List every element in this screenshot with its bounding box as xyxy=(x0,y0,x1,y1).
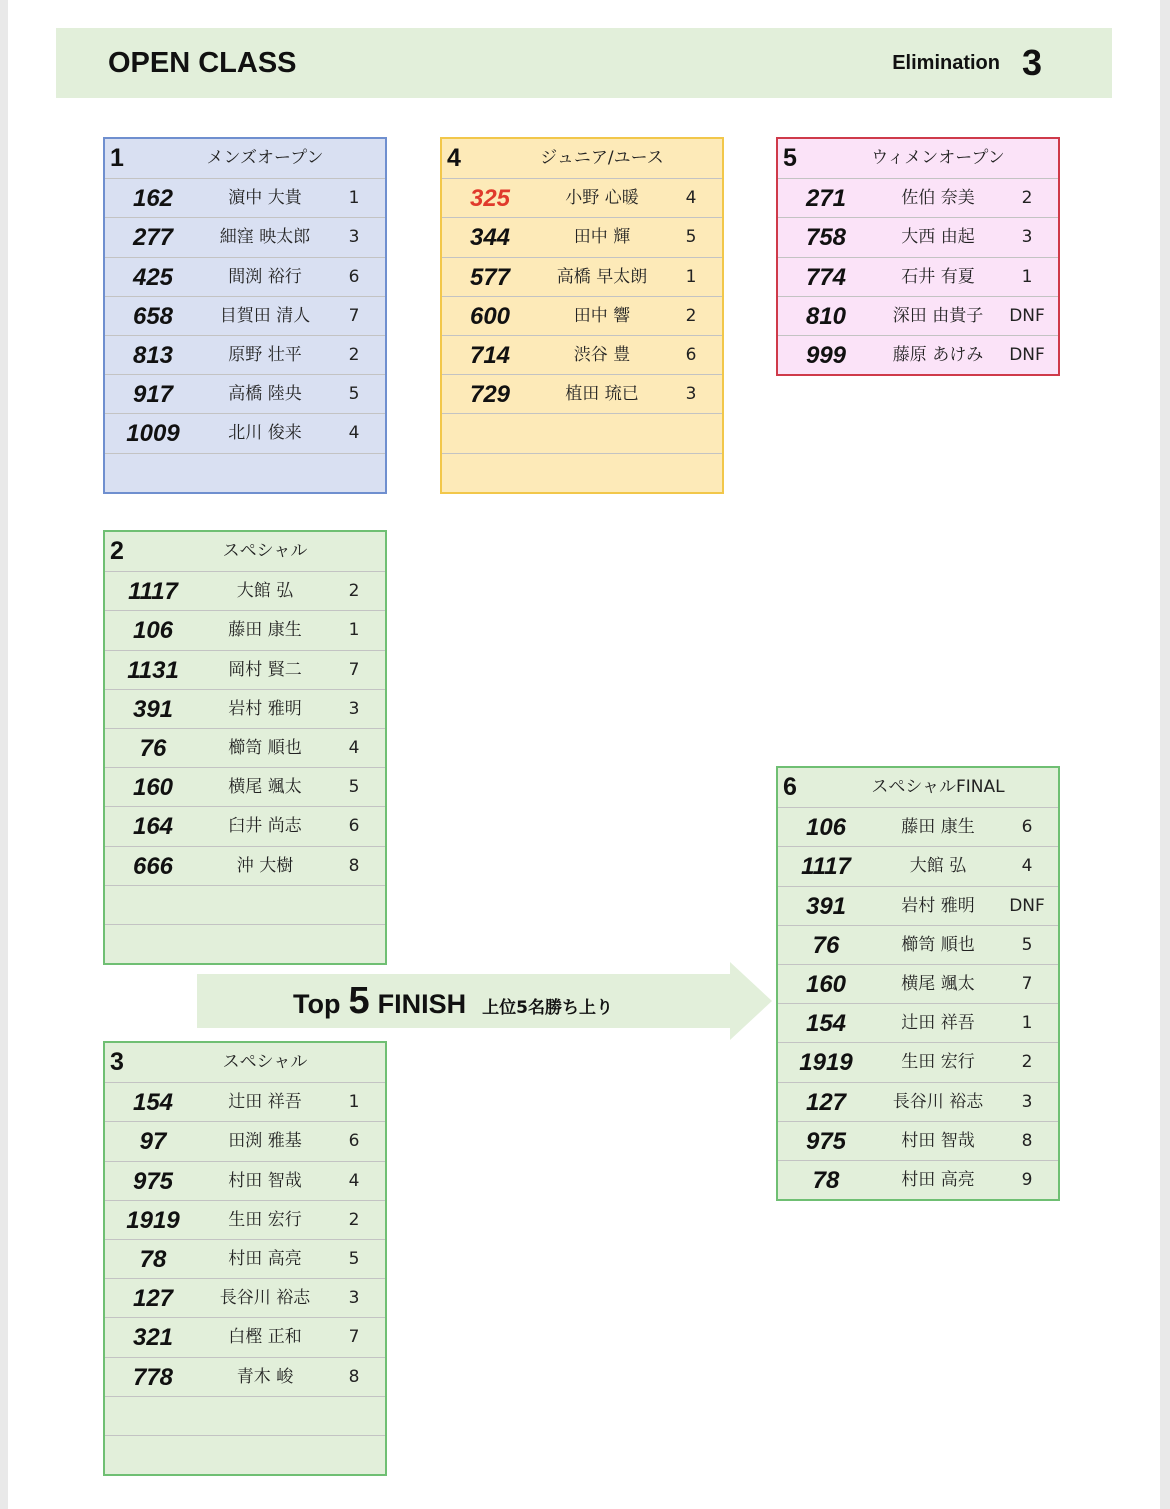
rider-name: 沖 大樹 xyxy=(236,855,294,876)
result: 5 xyxy=(348,384,360,405)
table-row xyxy=(442,257,722,296)
rider-name: 目賀田 清人 xyxy=(219,305,311,326)
bib-number: 975 xyxy=(132,1167,174,1195)
bib-number: 810 xyxy=(805,302,847,330)
heat-header xyxy=(442,139,722,178)
result: 3 xyxy=(685,384,697,405)
table-row xyxy=(442,335,722,374)
result: 2 xyxy=(1021,188,1033,209)
table-row xyxy=(105,924,385,963)
heat-title: ジュニア/ユース xyxy=(540,148,664,168)
result: 5 xyxy=(685,227,697,248)
bib-number: 78 xyxy=(139,1245,167,1273)
rider-name: 村田 高亮 xyxy=(228,1248,302,1269)
result: 6 xyxy=(685,344,697,365)
rider-name: 細窪 映太郎 xyxy=(219,227,311,248)
bib-number: 277 xyxy=(132,224,174,252)
result: 6 xyxy=(348,266,360,287)
table-row xyxy=(778,925,1058,964)
result: DNF xyxy=(1009,895,1045,916)
heat-6-final-table xyxy=(776,766,1060,1201)
rider-name: 植田 琉已 xyxy=(565,384,639,405)
bib-number: 127 xyxy=(805,1088,847,1116)
result: 5 xyxy=(1021,934,1033,955)
table-row xyxy=(778,1160,1058,1199)
result: 2 xyxy=(348,1209,360,1230)
table-row xyxy=(778,257,1058,296)
result: 4 xyxy=(348,737,360,758)
result: 2 xyxy=(685,305,697,326)
bib-number: 127 xyxy=(132,1285,174,1313)
heat-number: 4 xyxy=(447,144,461,172)
result: 8 xyxy=(1021,1130,1033,1151)
heat-header xyxy=(105,1043,385,1082)
result: 3 xyxy=(348,698,360,719)
rider-name: 深田 由貴子 xyxy=(892,305,984,326)
heat-number: 1 xyxy=(110,144,124,172)
top-label: Top xyxy=(293,989,341,1019)
result: 3 xyxy=(348,1288,360,1309)
bib-number: 813 xyxy=(132,341,174,369)
table-row xyxy=(105,453,385,492)
table-row xyxy=(442,296,722,335)
table-row xyxy=(105,257,385,296)
rider-name: 村田 智哉 xyxy=(228,1170,302,1191)
table-row xyxy=(105,846,385,885)
bib-number: 425 xyxy=(132,263,174,291)
bib-number: 1131 xyxy=(127,656,179,684)
result: 1 xyxy=(348,188,360,209)
rider-name: 藤原 あけみ xyxy=(892,344,984,365)
header-banner xyxy=(56,28,1112,98)
result: 2 xyxy=(348,581,360,602)
rider-name: 石井 有夏 xyxy=(901,266,975,287)
heat-5-table xyxy=(776,137,1060,376)
result: 1 xyxy=(348,1092,360,1113)
rider-name: 高橋 陸央 xyxy=(228,384,302,405)
rider-name: 辻田 祥吾 xyxy=(901,1013,975,1034)
result: 3 xyxy=(1021,227,1033,248)
finish-label: FINISH xyxy=(377,989,467,1019)
table-row xyxy=(105,335,385,374)
bib-number: 1117 xyxy=(801,853,851,881)
heat-number: 5 xyxy=(783,144,797,172)
table-row xyxy=(105,650,385,689)
bib-number: 160 xyxy=(132,774,174,802)
bib-number: 577 xyxy=(469,263,511,291)
bib-number: 1117 xyxy=(128,578,178,606)
table-row xyxy=(105,1200,385,1239)
table-row xyxy=(778,964,1058,1003)
result: 4 xyxy=(1021,856,1033,877)
table-row xyxy=(778,1082,1058,1121)
table-row xyxy=(105,1239,385,1278)
result: 1 xyxy=(1021,266,1033,287)
table-row xyxy=(105,885,385,924)
advancement-text xyxy=(293,976,613,1026)
result: DNF xyxy=(1009,344,1045,365)
table-row xyxy=(442,217,722,256)
result: DNF xyxy=(1009,305,1045,326)
rider-name: 渋谷 豊 xyxy=(573,344,631,365)
table-row xyxy=(778,846,1058,885)
rider-name: 小野 心暖 xyxy=(565,188,639,209)
table-row xyxy=(778,1121,1058,1160)
rider-name: 大館 弘 xyxy=(236,581,294,602)
result: 5 xyxy=(348,777,360,798)
table-row xyxy=(442,453,722,492)
elimination-label: Elimination xyxy=(892,52,1000,74)
bib-number: 106 xyxy=(132,617,174,645)
bib-number: 76 xyxy=(139,734,167,762)
bib-number: 78 xyxy=(812,1166,840,1194)
heat-header xyxy=(105,139,385,178)
table-row xyxy=(105,413,385,452)
rider-name: 櫛笥 順也 xyxy=(901,934,975,955)
result: 1 xyxy=(348,620,360,641)
bib-number: 999 xyxy=(805,341,847,369)
top-count: 5 xyxy=(348,980,370,1022)
table-row xyxy=(778,217,1058,256)
rider-name: 横尾 颯太 xyxy=(901,973,975,994)
rider-name: 生田 宏行 xyxy=(901,1052,975,1073)
result: 7 xyxy=(1021,973,1033,994)
heat-title: ウィメンオープン xyxy=(871,148,1005,168)
bib-number: 1919 xyxy=(799,1049,853,1077)
rider-name: 田中 輝 xyxy=(573,227,631,248)
result: 4 xyxy=(348,423,360,444)
table-row xyxy=(105,1435,385,1474)
heat-1-table xyxy=(103,137,387,494)
table-row xyxy=(105,1278,385,1317)
rider-name: 櫛笥 順也 xyxy=(228,737,302,758)
result: 8 xyxy=(348,1366,360,1387)
rider-name: 大館 弘 xyxy=(909,856,967,877)
table-row xyxy=(105,1357,385,1396)
result: 2 xyxy=(348,344,360,365)
table-row xyxy=(105,571,385,610)
heat-number: 3 xyxy=(110,1048,124,1076)
result: 3 xyxy=(1021,1091,1033,1112)
table-row xyxy=(442,374,722,413)
rider-name: 青木 峻 xyxy=(236,1366,294,1387)
bib-number: 162 xyxy=(132,185,174,213)
table-row xyxy=(778,1042,1058,1081)
result: 7 xyxy=(348,659,360,680)
heat-header xyxy=(778,139,1058,178)
bib-number: 714 xyxy=(469,341,511,369)
result: 8 xyxy=(348,855,360,876)
table-row xyxy=(105,178,385,217)
result: 6 xyxy=(1021,817,1033,838)
table-row xyxy=(442,178,722,217)
result: 6 xyxy=(348,1131,360,1152)
bib-number: 975 xyxy=(805,1127,847,1155)
heat-number: 2 xyxy=(110,537,124,565)
table-row xyxy=(778,807,1058,846)
table-row xyxy=(105,806,385,845)
rider-name: 濵中 大貴 xyxy=(228,188,302,209)
bib-number: 154 xyxy=(805,1010,847,1038)
class-title: OPEN CLASS xyxy=(108,47,297,79)
elimination-number: 3 xyxy=(1021,42,1042,83)
result: 3 xyxy=(348,227,360,248)
rider-name: 長谷川 裕志 xyxy=(219,1288,311,1309)
table-row xyxy=(105,296,385,335)
bib-number: 774 xyxy=(805,263,847,291)
rider-name: 横尾 颯太 xyxy=(228,777,302,798)
table-row xyxy=(105,689,385,728)
rider-name: 間渕 裕行 xyxy=(228,266,302,287)
result: 7 xyxy=(348,1327,360,1348)
rider-name: 大西 由起 xyxy=(901,227,975,248)
result: 2 xyxy=(1021,1052,1033,1073)
table-row xyxy=(442,413,722,452)
heat-title: スペシャルFINAL xyxy=(871,777,1005,797)
result: 4 xyxy=(348,1170,360,1191)
table-row xyxy=(778,886,1058,925)
rider-name: 長谷川 裕志 xyxy=(892,1091,984,1112)
table-row xyxy=(105,1396,385,1435)
bib-number: 917 xyxy=(132,381,174,409)
table-row xyxy=(105,1121,385,1160)
bib-number: 76 xyxy=(812,931,840,959)
heat-2-table xyxy=(103,530,387,965)
heat-title: スペシャル xyxy=(222,1052,308,1072)
bib-number: 271 xyxy=(805,185,847,213)
bib-number: 344 xyxy=(469,224,511,252)
heat-header xyxy=(778,768,1058,807)
table-row xyxy=(105,728,385,767)
rider-name: 白樫 正和 xyxy=(228,1327,302,1348)
advancement-note: 上位5名勝ち上り xyxy=(482,998,613,1018)
bib-number: 729 xyxy=(469,381,511,409)
rider-name: 藤田 康生 xyxy=(228,620,302,641)
rider-name: 高橋 早太朗 xyxy=(556,266,648,287)
top5-arrow-banner xyxy=(197,962,772,1040)
bib-number: 666 xyxy=(132,852,174,880)
bib-number: 1009 xyxy=(126,420,180,448)
table-row xyxy=(105,610,385,649)
heat-number: 6 xyxy=(783,773,797,801)
table-row xyxy=(778,178,1058,217)
heat-3-table xyxy=(103,1041,387,1476)
table-row xyxy=(105,1082,385,1121)
rider-name: 藤田 康生 xyxy=(901,817,975,838)
result: 6 xyxy=(348,816,360,837)
table-row xyxy=(105,217,385,256)
rider-name: 佐伯 奈美 xyxy=(901,188,975,209)
rider-name: 村田 高亮 xyxy=(901,1169,975,1190)
bib-number: 1919 xyxy=(126,1206,180,1234)
result: 7 xyxy=(348,305,360,326)
bib-number: 758 xyxy=(805,224,847,252)
rider-name: 生田 宏行 xyxy=(228,1209,302,1230)
bib-number: 391 xyxy=(132,695,174,723)
result: 5 xyxy=(348,1248,360,1269)
result: 9 xyxy=(1021,1169,1033,1190)
rider-name: 臼井 尚志 xyxy=(228,816,302,837)
table-row xyxy=(105,767,385,806)
rider-name: 原野 壮平 xyxy=(228,344,302,365)
table-row xyxy=(105,1161,385,1200)
table-row xyxy=(778,335,1058,374)
rider-name: 田渕 雅基 xyxy=(228,1131,302,1152)
bib-number: 600 xyxy=(469,302,511,330)
bib-number: 154 xyxy=(132,1089,174,1117)
table-row xyxy=(105,1317,385,1356)
table-row xyxy=(778,296,1058,335)
rider-name: 岩村 雅明 xyxy=(228,698,302,719)
bib-number: 321 xyxy=(132,1324,174,1352)
bib-number: 391 xyxy=(805,892,847,920)
heat-header xyxy=(105,532,385,571)
bib-number: 778 xyxy=(132,1363,174,1391)
bib-number: 106 xyxy=(805,814,847,842)
rider-name: 田中 響 xyxy=(573,305,631,326)
rider-name: 岩村 雅明 xyxy=(901,895,975,916)
result: 1 xyxy=(1021,1013,1033,1034)
rider-name: 辻田 祥吾 xyxy=(228,1092,302,1113)
heat-title: スペシャル xyxy=(222,541,308,561)
table-row xyxy=(778,1003,1058,1042)
bib-number: 658 xyxy=(132,302,174,330)
result: 4 xyxy=(685,188,697,209)
bib-number: 160 xyxy=(805,970,847,998)
rider-name: 村田 智哉 xyxy=(901,1130,975,1151)
heat-title: メンズオープン xyxy=(206,148,324,168)
heat-4-table xyxy=(440,137,724,494)
result: 1 xyxy=(685,266,697,287)
bib-number: 164 xyxy=(132,813,174,841)
table-row xyxy=(105,374,385,413)
rider-name: 岡村 賢二 xyxy=(228,659,302,680)
bib-number: 97 xyxy=(139,1128,167,1156)
rider-name: 北川 俊来 xyxy=(228,423,302,444)
bib-number: 325 xyxy=(469,185,511,213)
